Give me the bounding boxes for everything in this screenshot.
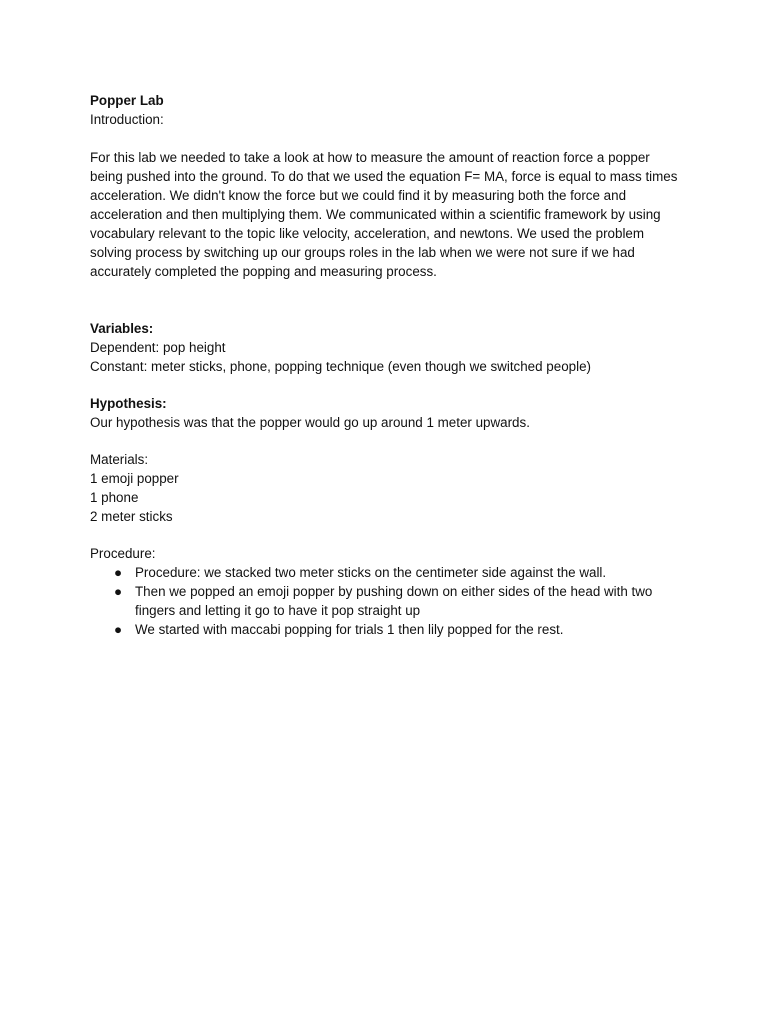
procedure-heading: Procedure: (90, 546, 156, 561)
spacer (90, 526, 680, 544)
bullet-icon: ● (114, 584, 123, 599)
spacer (90, 281, 680, 319)
procedure-step-text: We started with maccabi popping for trials 1 then lily popped for the rest. (135, 622, 564, 637)
document-page (90, 91, 680, 639)
materials-heading: Materials: (90, 452, 149, 467)
bullet-icon: ● (114, 565, 123, 580)
hypothesis-heading: Hypothesis: (90, 396, 167, 411)
procedure-step-text: Procedure: we stacked two meter sticks on the centimeter side against the wall. (135, 565, 607, 580)
variables-constant: Constant: meter sticks, phone, popping technique (even though we switched people) (90, 359, 591, 374)
spacer (90, 432, 680, 450)
spacer (90, 129, 680, 148)
procedure-step-text: Then we popped an emoji popper by pushing down on either sides of the head with two fingers and letting it go to have it pop straight up (135, 584, 653, 618)
procedure-step (90, 582, 680, 620)
materials-item: 2 meter sticks (90, 509, 173, 524)
document-title: Popper Lab (90, 93, 164, 108)
procedure-list (90, 563, 680, 639)
materials-item: 1 phone (90, 490, 139, 505)
spacer (90, 376, 680, 394)
variables-heading: Variables: (90, 321, 154, 336)
variables-dependent: Dependent: pop height (90, 340, 226, 355)
bullet-icon: ● (114, 622, 123, 637)
intro-heading: Introduction: (90, 112, 164, 127)
intro-paragraph: For this lab we needed to take a look at how to measure the amount of reaction force a popper being pushed into the ground. To do that we used the equation F= MA, force is equal to mass times acceleration. We didn't know the force but we could find it by measuring both the force and acceleration and then multiplying them. We communicated within a scientific framework by using vocabulary relevant to the topic like velocity, acceleration, and newtons. We used the problem solving process by switching up our groups roles in the lab when we were not sure if we had accurately completed the popping and measuring process. (90, 150, 678, 279)
procedure-step (90, 620, 680, 639)
hypothesis-text: Our hypothesis was that the popper would go up around 1 meter upwards. (90, 415, 530, 430)
materials-item: 1 emoji popper (90, 471, 179, 486)
procedure-step (90, 563, 680, 582)
